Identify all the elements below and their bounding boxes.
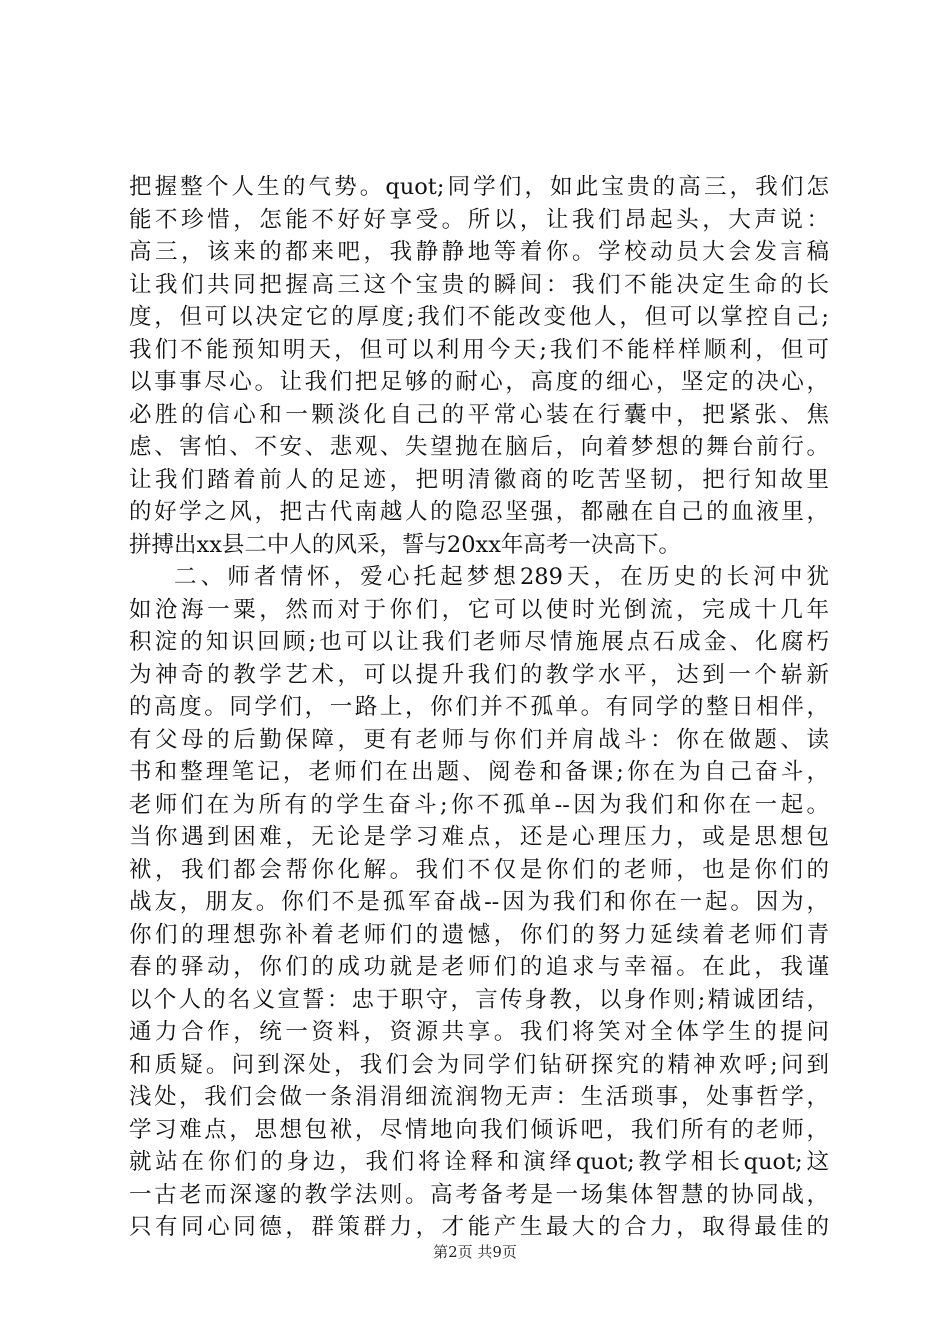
- text-line: 书和整理笔记，老师们在出题、阅卷和备课;你在为自己奋斗，: [129, 759, 829, 785]
- text-line: 战友，朋友。你们不是孤军奋战--因为我们和你在一起。因为，: [129, 889, 829, 915]
- text-line: 和质疑。问到深处，我们会为同学们钻研探究的精神欢呼;问到: [129, 1051, 829, 1078]
- text-line: 一古老而深邃的教学法则。高考备考是一场集体智慧的协同战，: [129, 1181, 829, 1208]
- page-number-footer: 第2页 共9页: [433, 1243, 517, 1261]
- text-line: 积淀的知识回顾;也可以让我们老师尽情施展点石成金、化腐朽: [129, 629, 829, 655]
- text-line: 把握整个人生的气势。quot;同学们，如此宝贵的高三，我们怎: [129, 174, 829, 200]
- text-line: 袱，我们都会帮你化解。我们不仅是你们的老师，也是你们的: [129, 856, 829, 883]
- text-line: 拼搏出xx县二中人的风采，誓与20xx年高考一决高下。: [129, 531, 681, 558]
- text-line: 让我们踏着前人的足迹，把明清徽商的吃苦坚韧，把行知故里: [129, 466, 829, 493]
- text-line: 能不珍惜，怎能不好好享受。所以，让我们昂起头，大声说：: [129, 206, 829, 233]
- text-line: 就站在你们的身边，我们将诠释和演绎quot;教学相长quot;这: [129, 1149, 829, 1175]
- text-line: 老师们在为所有的学生奋斗;你不孤单--因为我们和你在一起。: [129, 791, 829, 818]
- text-line: 通力合作，统一资料，资源共享。我们将笑对全体学生的提问: [129, 1019, 829, 1045]
- text-line: 让我们共同把握高三这个宝贵的瞬间：我们不能决定生命的长: [129, 271, 829, 298]
- text-line: 只有同心同德，群策群力，才能产生最大的合力，取得最佳的: [129, 1214, 829, 1240]
- text-line: 必胜的信心和一颗淡化自己的平常心装在行囊中，把紧张、焦: [129, 401, 829, 428]
- text-line: 我们不能预知明天，但可以利用今天;我们不能样样顺利，但可: [129, 336, 829, 363]
- text-line: 虑、害怕、不安、悲观、失望抛在脑后，向着梦想的舞台前行。: [129, 434, 829, 460]
- text-line: 浅处，我们会做一条涓涓细流润物无声：生活琐事，处事哲学，: [129, 1084, 829, 1110]
- text-line: 高三，该来的都来吧，我静静地等着你。学校动员大会发言稿: [129, 239, 829, 265]
- text-line: 如沧海一粟，然而对于你们，它可以使时光倒流，完成十几年: [129, 596, 829, 623]
- text-line: 的好学之风，把古代南越人的隐忍坚强，都融在自己的血液里，: [129, 499, 829, 525]
- text-line: 的高度。同学们，一路上，你们并不孤单。有同学的整日相伴，: [129, 694, 829, 720]
- text-line: 有父母的后勤保障，更有老师与你们并肩战斗：你在做题、读: [129, 726, 829, 753]
- text-line: 当你遇到困难，无论是学习难点，还是心理压力，或是思想包: [129, 824, 829, 850]
- text-line: 以事事尽心。让我们把足够的耐心，高度的细心，坚定的决心，: [129, 369, 829, 395]
- text-line: 学习难点，思想包袱，尽情地向我们倾诉吧，我们所有的老师，: [129, 1116, 829, 1143]
- text-line: 你们的理想弥补着老师们的遗憾，你们的努力延续着老师们青: [129, 921, 829, 948]
- text-line: 以个人的名义宣誓：忠于职守，言传身教，以身作则;精诚团结，: [129, 986, 829, 1013]
- document-body: [129, 171, 829, 1244]
- text-line: 春的驿动，你们的成功就是老师们的追求与幸福。在此，我谨: [129, 954, 829, 980]
- text-line: 为神奇的教学艺术，可以提升我们的教学水平，达到一个崭新: [129, 661, 829, 688]
- text-line: 度，但可以决定它的厚度;我们不能改变他人，但可以掌控自己;: [129, 304, 829, 330]
- text-line: 二、师者情怀，爱心托起梦想289天，在历史的长河中犹: [174, 564, 829, 590]
